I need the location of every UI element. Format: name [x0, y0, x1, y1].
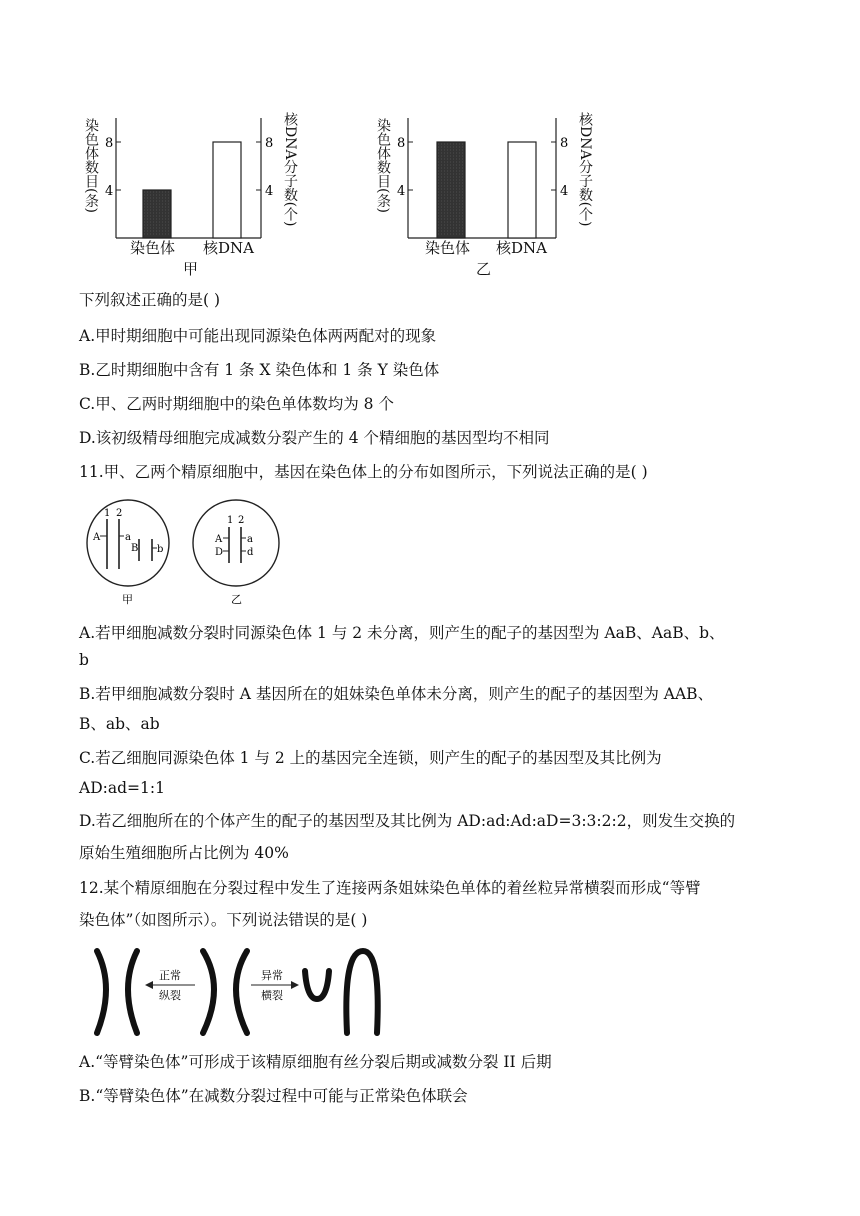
chart-jia-ylabel-left: 染色体数目(条) — [83, 118, 99, 213]
chart-yi-ticklabel-left-4: 4 — [397, 184, 406, 199]
q11-option-b-line1: B.若甲细胞减数分裂时 A 基因所在的姐妹染色单体未分离，则产生的配子的基因型为 AAB、 — [79, 685, 714, 703]
arrow-normal-label2: 纵裂 — [159, 989, 181, 1002]
cell-jia-outline — [87, 500, 169, 586]
q11-option-c-line2: AD:ad=1:1 — [79, 779, 165, 797]
q11-stem: 11.甲、乙两个精原细胞中，基因在染色体上的分布如图所示，下列说法正确的是( ) — [79, 463, 648, 481]
cell-jia-gene-A: A — [93, 532, 101, 543]
q10-option-c: C.甲、乙两时期细胞中的染色单体数均为 8 个 — [79, 395, 394, 413]
chart-yi-ticklabel-left-8: 8 — [397, 136, 406, 151]
chromosome-x-b — [236, 951, 247, 1033]
chart-yi — [373, 108, 603, 283]
q11-cell-diagrams — [82, 497, 282, 607]
chart-jia — [78, 108, 308, 283]
chart-yi-ylabel-right: 核DNA分子数(个) — [577, 112, 593, 227]
q12-option-a: A.“等臂染色体”可形成于该精原细胞有丝分裂后期或减数分裂 II 后期 — [79, 1053, 552, 1071]
chart-yi-ylabel-left: 染色体数目(条) — [375, 118, 391, 213]
chart-jia-plot — [78, 108, 308, 283]
isochromosome-arch — [346, 951, 377, 1033]
chart-jia-ticklabel-left-8: 8 — [105, 136, 114, 151]
cell-yi-gene-a: a — [247, 534, 253, 545]
chart-jia-cat-1: 染色体 — [130, 239, 176, 257]
q11-option-a-line2: b — [79, 651, 89, 669]
cell-jia-gene-B: B — [131, 543, 139, 554]
cell-yi-num1: 1 — [227, 515, 234, 526]
q12-stem-line1: 12.某个精原细胞在分裂过程中发生了连接两条姐妹染色单体的着丝粒异常横裂而形成“等臂 — [79, 879, 701, 897]
chart-yi-cat-1: 染色体 — [425, 239, 471, 257]
cell-jia-gene-a: a — [125, 532, 131, 543]
chart-yi-ticklabel-right-8: 8 — [560, 136, 569, 151]
q12-isochromosome-diagram — [85, 947, 385, 1037]
cell-jia-num2: 2 — [116, 508, 123, 519]
cell-yi-outline — [193, 500, 279, 586]
q11-option-d-line1: D.若乙细胞所在的个体产生的配子的基因型及其比例为 AD:ad:Ad:aD=3:3:2:2，则发生交换的 — [79, 812, 736, 830]
chromatid-right — [128, 951, 137, 1033]
q12-stem-line2: 染色体”（如图所示）。下列说法错误的是( ) — [79, 911, 368, 929]
q12-option-b: B.“等臂染色体”在减数分裂过程中可能与正常染色体联会 — [79, 1087, 468, 1105]
chart-yi-cat-2: 核DNA — [496, 239, 547, 257]
q11-option-d-line2: 原始生殖细胞所占比例为 40% — [79, 844, 289, 862]
chart-yi-bar-2 — [508, 142, 536, 238]
chart-yi-ticklabel-right-4: 4 — [560, 184, 569, 199]
chart-jia-caption: 甲 — [183, 260, 199, 278]
cell-yi-num2: 2 — [238, 515, 245, 526]
cell-yi-gene-A: A — [215, 534, 223, 545]
cell-yi-gene-D: D — [215, 547, 224, 558]
arrow-abnormal-label2: 横裂 — [261, 989, 283, 1002]
q10-stem: 下列叙述正确的是( ) — [79, 291, 221, 309]
q11-option-b-line2: B、ab、ab — [79, 715, 160, 733]
chart-yi-caption: 乙 — [476, 260, 492, 278]
q10-option-b: B.乙时期细胞中含有 1 条 X 染色体和 1 条 Y 染色体 — [79, 361, 440, 379]
chart-jia-ticklabel-right-4: 4 — [265, 184, 274, 199]
cell-jia-caption: 甲 — [122, 593, 133, 606]
isochromosome-u — [305, 971, 329, 999]
cell-jia-gene-b: b — [157, 544, 164, 555]
arrow-abnormal-label1: 异常 — [261, 969, 283, 982]
chart-jia-cat-2: 核DNA — [203, 239, 254, 257]
q10-option-a: A.甲时期细胞中可能出现同源染色体两两配对的现象 — [79, 327, 437, 345]
chart-yi-plot — [373, 108, 603, 283]
chromosome-x-a — [203, 951, 214, 1033]
chart-jia-ylabel-right: 核DNA分子数(个) — [282, 112, 298, 227]
cell-yi-gene-d: d — [247, 547, 254, 558]
chart-jia-ticklabel-right-8: 8 — [265, 136, 274, 151]
cell-jia-num1: 1 — [104, 508, 111, 519]
q11-option-c-line1: C.若乙细胞同源染色体 1 与 2 上的基因完全连锁，则产生的配子的基因型及其比例为 — [79, 749, 662, 767]
chart-jia-bar-2 — [213, 142, 241, 238]
q10-option-d: D.该初级精母细胞完成减数分裂产生的 4 个精细胞的基因型均不相同 — [79, 429, 550, 447]
cell-yi-caption: 乙 — [231, 593, 242, 606]
q11-option-a-line1: A.若甲细胞减数分裂时同源染色体 1 与 2 未分离，则产生的配子的基因型为 AaB、AaB、b、 — [79, 624, 725, 642]
chart-jia-ticklabel-left-4: 4 — [105, 184, 114, 199]
arrow-normal-label1: 正常 — [159, 969, 181, 982]
chromatid-left — [97, 951, 106, 1033]
